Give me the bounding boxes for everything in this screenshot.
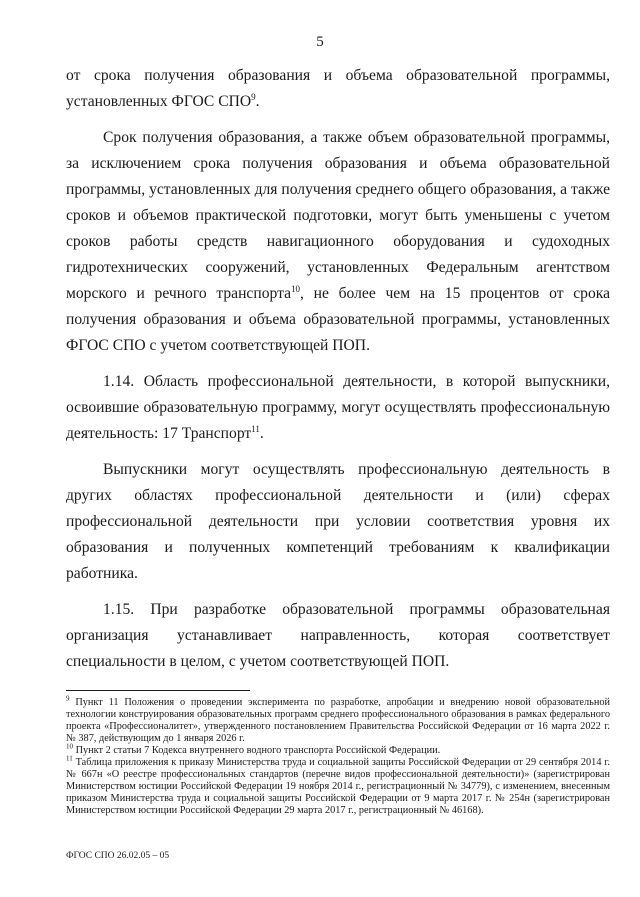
footnote-9: $^9$ Пункт 11 Положения о проведении эксперимента по разработке, апробации и внедрению новой образовательной технологии конструирования образовательных программ среднего профессионального образования в рамках федерального проекта «Профессионалитет», утвержденного постановлением Правительства Российской Федерации от 16 марта 2022 г. № 387, действующим до 1 января 2026 г. (66, 694, 611, 744)
paragraph-1-15: 1.15. При разработке образовательной программы образовательная организация устанавливает направленность, которая соответствует специальности в целом, с учетом соответствующей ПОП. (66, 601, 610, 670)
footnote-ref-11[interactable]: 11 (251, 423, 260, 434)
paragraph-1-14: 1.14. Область профессиональной деятельности, в которой выпускники, освоившие образовательную программу, могут осуществлять профессиональную деятельность: 17 Транспорт$^{11}$. (66, 373, 610, 442)
footnote-ref-9[interactable]: 9 (251, 91, 256, 102)
footnotes (66, 694, 611, 817)
footnote-10: $^{10}$ Пункт 2 статьи 7 Кодекса внутреннего водного транспорта Российской Федерации. (66, 742, 441, 756)
footnote-11: $^{11}$ Таблица приложения к приказу Министерства труда и социальной защиты Российской Федерации от 29 сентября 2014 г. № 667н «О реестре профессиональных стандартов (перечне видов профессиональной деятельности)» (зарегистрирован Министерством юстиции Российской Федерации 19 ноября 2014 г., регистрационный № 34779), с изменением, внесенным приказом Министерства труда и социальной защиты Российской Федерации от 9 марта 2017 г. № 254н (зарегистрирован Министерством юстиции Российской Федерации 29 марта 2017 г., регистрационный № 46168). (66, 754, 610, 816)
paragraph-study-term: Срок получения образования, а также объем образовательной программы, за исключением срока получения образования и объема образовательной программы, установленных для получения среднего общего образования, а также сроков и объемов практической подготовки, могут быть уменьшены с учетом сроков работы средств навигационного оборудования и судоходных гидротехнических сооружений, установленных Федеральным агентством морского и речного транспорта$^{10}$, не более чем на 15 процентов от срока получения образования и объема образовательной программы, установленных ФГОС СПО с учетом соответствующей ПОП. (66, 129, 610, 354)
paragraph-continuation: от срока получения образования и объема образовательной программы, установленных ФГОС СПО$^9$. (66, 67, 610, 110)
document-footer: ФГОС СПО 26.02.05 – 05 (66, 851, 170, 861)
body-text (66, 63, 610, 675)
paragraph-graduates: Выпускники могут осуществлять профессиональную деятельность в других областях профессиональной деятельности и (или) сферах профессиональной деятельности при условии соответствия уровня их образования и полученных компетенций требованиям к квалификации работника. (66, 461, 610, 582)
footnote-divider (66, 690, 250, 691)
footnote-ref-10[interactable]: 10 (291, 283, 301, 294)
page-number: 5 (316, 34, 324, 50)
